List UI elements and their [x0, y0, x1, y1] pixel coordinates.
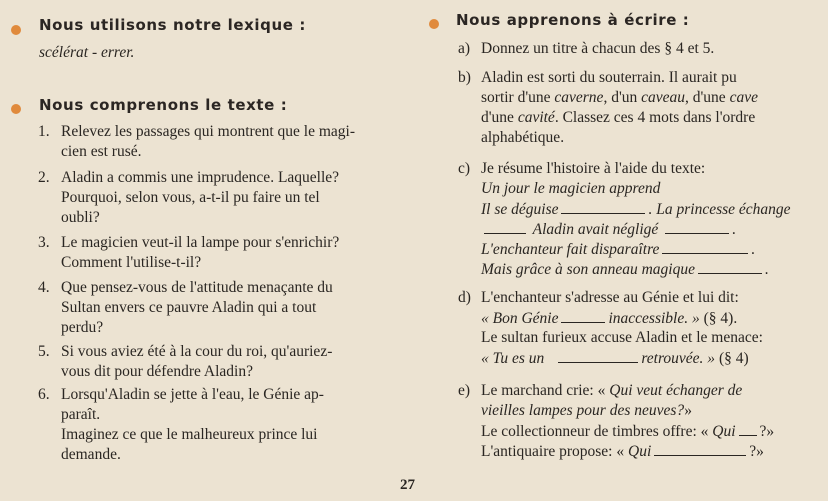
text-run: L'enchanteur fait disparaître — [481, 241, 660, 258]
fill-in-blank — [654, 441, 746, 456]
exercise-line — [481, 239, 755, 260]
question-line: demande. — [61, 446, 121, 463]
page-number: 27 — [400, 477, 415, 493]
exercise-label: b) — [458, 69, 471, 86]
exercise-line — [481, 308, 737, 329]
question-line: Si vous aviez été à la cour du roi, qu'auriez- — [61, 343, 333, 360]
question-line: Aladin a commis une imprudence. Laquelle? — [61, 169, 340, 186]
fill-in-blank — [561, 199, 645, 214]
text-run: L'antiquaire propose: « — [481, 443, 625, 460]
exercise-line: L'enchanteur s'adresse au Génie et lui dit: — [481, 289, 739, 306]
text-run: caverne — [554, 89, 604, 106]
exercise-line: Un jour le magicien apprend — [481, 180, 661, 197]
exercise-line — [481, 199, 791, 220]
exercise-label: c) — [458, 160, 471, 177]
exercise-line: Je résume l'histoire à l'aide du texte: — [481, 160, 706, 177]
text-run: Qui — [628, 443, 652, 460]
question-number: 1. — [38, 123, 50, 140]
text-run: (§ 4). — [703, 310, 738, 327]
lexique-heading: Nous utilisons notre lexique : — [39, 16, 306, 34]
question-line: Le magicien veut-il la lampe pour s'enrichir? — [61, 234, 340, 251]
comprenons-heading: Nous comprenons le texte : — [39, 96, 288, 114]
exercise-line: Donnez un titre à chacun des § 4 et 5. — [481, 40, 715, 57]
text-run: « Tu es un — [481, 350, 545, 367]
text-run: . — [751, 241, 756, 258]
exercise-line — [481, 108, 755, 128]
text-run: . Classez ces 4 mots dans l'ordre — [554, 109, 756, 126]
text-run: Mais grâce à son anneau magique — [481, 261, 695, 278]
lexique-words: scélérat - errer. — [39, 44, 135, 61]
exercise-line: Le sultan furieux accuse Aladin et le menace: — [481, 329, 763, 346]
text-run: . La princesse échange — [648, 201, 791, 218]
question-line: Sultan envers ce pauvre Aladin qui a tout — [61, 299, 317, 316]
exercise-line — [481, 421, 774, 442]
question-line: Relevez les passages qui montrent que le magi- — [61, 123, 355, 140]
text-run: , d'un — [603, 89, 642, 106]
question-line: Que pensez-vous de l'attitude menaçante du — [61, 279, 333, 296]
exercise-label: d) — [458, 289, 471, 306]
text-run: vieilles lampes pour des neuves? — [481, 402, 685, 419]
text-run: cave — [729, 89, 758, 106]
question-line: cien est rusé. — [61, 143, 142, 160]
text-run: inaccessible. » — [608, 310, 700, 327]
fill-in-blank — [484, 219, 526, 234]
question-number: 2. — [38, 169, 50, 186]
question-number: 4. — [38, 279, 50, 296]
question-line: Comment l'utilise-t-il? — [61, 254, 202, 271]
text-run: . — [764, 261, 769, 278]
text-run: Aladin avait négligé — [532, 221, 659, 238]
fill-in-blank — [698, 259, 762, 274]
text-run: Le collectionneur de timbres offre: « — [481, 423, 709, 440]
question-number: 5. — [38, 343, 50, 360]
bullet-icon — [11, 104, 21, 114]
exercise-label: e) — [458, 382, 471, 399]
exercise-line — [481, 381, 742, 401]
text-run: caveau — [641, 89, 686, 106]
text-run: . — [732, 221, 737, 238]
exercise-line: alphabétique. — [481, 129, 565, 146]
question-line: Lorsqu'Aladin se jette à l'eau, le Génie ap- — [61, 386, 324, 403]
bullet-icon — [429, 19, 439, 29]
exercise-line — [481, 259, 769, 280]
question-number: 6. — [38, 386, 50, 403]
question-line: perdu? — [61, 319, 104, 336]
exercise-line — [481, 441, 764, 462]
ecrire-heading: Nous apprenons à écrire : — [456, 11, 690, 29]
text-run: Qui — [712, 423, 736, 440]
question-line: vous dit pour défendre Aladin? — [61, 363, 253, 380]
text-run: Le marchand crie: « — [481, 382, 606, 399]
question-line: oubli? — [61, 209, 100, 226]
fill-in-blank — [558, 348, 638, 363]
fill-in-blank — [739, 421, 757, 436]
text-run: sortir d'une — [481, 89, 555, 106]
bullet-icon — [11, 25, 21, 35]
question-line: Imaginez ce que le malheureux prince lui — [61, 426, 318, 443]
exercise-line — [481, 88, 758, 108]
text-run: Qui veut échanger de — [609, 382, 743, 399]
text-run: d'une — [481, 109, 518, 126]
exercise-line: Aladin est sorti du souterrain. Il aurait pu — [481, 69, 737, 86]
question-number: 3. — [38, 234, 50, 251]
text-run: cavité — [517, 109, 555, 126]
text-run: « Bon Génie — [481, 310, 559, 327]
exercise-line — [481, 401, 692, 421]
fill-in-blank — [561, 308, 605, 323]
fill-in-blank — [665, 219, 729, 234]
text-run: » — [684, 402, 692, 419]
text-run: retrouvée. » — [641, 350, 716, 367]
question-line: Pourquoi, selon vous, a-t-il pu faire un tel — [61, 189, 320, 206]
text-run: , d'une — [685, 89, 730, 106]
text-run: (§ 4) — [718, 350, 749, 367]
exercise-label: a) — [458, 40, 471, 57]
text-run: Il se déguise — [481, 201, 559, 218]
fill-in-blank — [662, 239, 748, 254]
question-line: paraît. — [61, 406, 101, 423]
exercise-line — [481, 348, 749, 369]
text-run: ?» — [749, 443, 764, 460]
exercise-line — [481, 219, 736, 240]
text-run: ?» — [759, 423, 775, 440]
